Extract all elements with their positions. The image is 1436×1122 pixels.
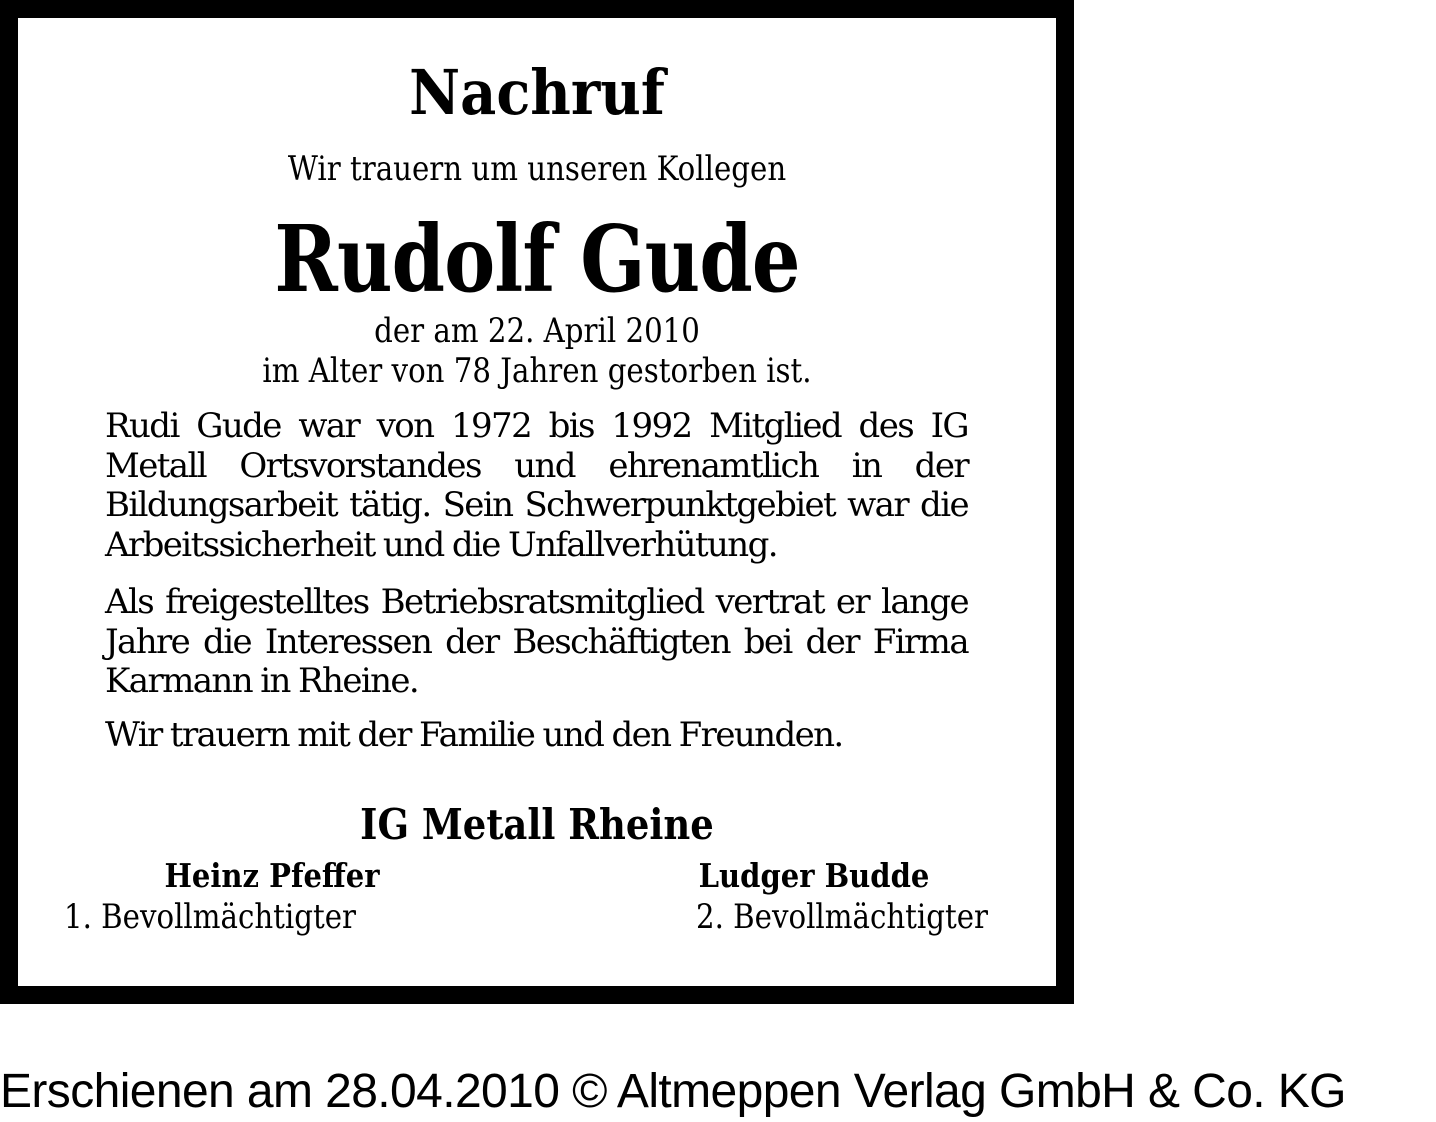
works-council-paragraph: Als freigestelltes Betriebsratsmitglied vertrat er lange Jahre die Interessen der Beschäftigten bei der Firma Karmann in Rheine. (105, 582, 968, 701)
age-line: im Alter von 78 Jahren gestorben ist. (262, 351, 812, 391)
signer-name: Heinz Pfeffer (164, 856, 380, 895)
signer-role: 1. Bevollmächtigter (63, 897, 357, 937)
deceased-name: Rudolf Gude (274, 205, 800, 313)
biography-paragraph: Rudi Gude war von 1972 bis 1992 Mitglied des IG Metall Ortsvorstandes und ehrenamtlich in der Bildungsarbeit tätig. Sein Schwerpunktgebiet war die Arbeitssicherheit und die Unfallverhütung. (105, 406, 968, 565)
signer-role: 2. Bevollmächtigter (695, 897, 989, 937)
publication-footer: Erschienen am 28.04.2010 © Altmeppen Verlag GmbH & Co. KG (0, 1065, 1346, 1118)
notice-heading: Nachruf (409, 56, 665, 129)
obituary-notice (18, 18, 1056, 986)
signer-name: Ludger Budde (698, 856, 930, 895)
notice-intro: Wir trauern um unseren Kollegen (287, 149, 787, 189)
condolence-paragraph: Wir trauern mit der Familie und den Freunden. (105, 715, 843, 755)
organization-name: IG Metall Rheine (360, 800, 714, 849)
death-date-line: der am 22. April 2010 (374, 311, 700, 351)
